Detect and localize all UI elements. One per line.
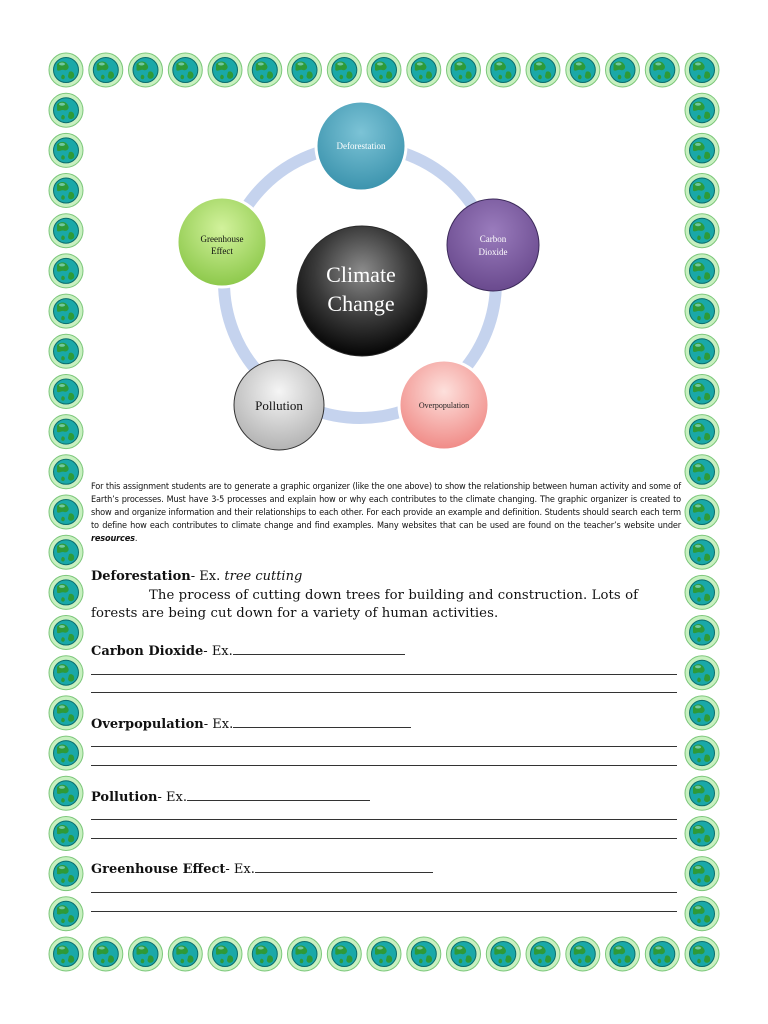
globe-icon	[685, 656, 719, 690]
globe-icon	[49, 696, 83, 730]
globe-icon	[447, 937, 481, 971]
answer-line[interactable]	[91, 911, 677, 912]
assignment-instructions: For this assignment students are to generate a graphic organizer (like the one above) to show the relationship between human activity and some of Earth’s processes. Must have 3-5 processes and explain how or why each contributes to the climate changing. The graphic organizer is created to show and organize information and their relationships to each other. For each provide an example and definition. Students should search each term to define how each contributes to climate change and find examples. Many websites that can be used are found on the teacher’s website under resources.	[91, 482, 681, 544]
globe-icon	[685, 857, 719, 891]
entry-overpopulation: Overpopulation- Ex.	[91, 715, 411, 732]
answer-line[interactable]	[91, 765, 677, 766]
globe-icon	[49, 575, 83, 609]
node-pollution	[234, 360, 324, 450]
entry-deforestation: Deforestation- Ex. tree cutting	[91, 569, 303, 584]
node-deforestation	[316, 101, 406, 191]
globe-icon	[49, 776, 83, 810]
example-blank-overpopulation[interactable]	[233, 715, 411, 728]
globe-icon	[49, 897, 83, 931]
globe-icon	[327, 937, 361, 971]
globe-icon	[49, 736, 83, 770]
entry-carbon-dioxide: Carbon Dioxide- Ex.	[91, 642, 405, 659]
globe-icon	[685, 495, 719, 529]
node-carbon-label-line2: Dioxide	[478, 247, 508, 257]
entry-greenhouse-effect: Greenhouse Effect- Ex.	[91, 860, 433, 877]
node-greenhouse-label-line1: Greenhouse	[200, 234, 244, 244]
center-label-line1: Climate	[326, 262, 396, 287]
example-blank-carbon-dioxide[interactable]	[233, 642, 405, 655]
example-deforestation: tree cutting	[224, 569, 303, 584]
term-overpopulation: Overpopulation	[91, 717, 204, 732]
globe-icon	[606, 937, 640, 971]
globe-icon	[407, 937, 441, 971]
node-deforestation-label: Deforestation	[336, 141, 386, 151]
globe-icon	[685, 535, 719, 569]
globe-icon	[685, 696, 719, 730]
globe-icon	[645, 937, 679, 971]
answer-line[interactable]	[91, 674, 677, 675]
globe-icon	[685, 736, 719, 770]
answer-line[interactable]	[91, 692, 677, 693]
answer-line[interactable]	[91, 892, 677, 893]
globe-icon	[685, 776, 719, 810]
globe-icon	[367, 937, 401, 971]
globe-icon	[685, 897, 719, 931]
globe-icon	[248, 937, 282, 971]
graphic-organizer	[0, 0, 768, 470]
globe-icon	[288, 937, 322, 971]
node-greenhouse-effect	[177, 197, 267, 287]
globe-icon	[89, 937, 123, 971]
node-carbon-label-line1: Carbon	[479, 234, 507, 244]
globe-icon	[168, 937, 202, 971]
node-greenhouse-label-line2: Effect	[211, 246, 233, 256]
globe-icon	[685, 817, 719, 851]
center-node-climate-change	[297, 226, 427, 356]
node-pollution-label: Pollution	[255, 398, 303, 413]
node-carbon-dioxide	[447, 199, 539, 291]
term-carbon-dioxide: Carbon Dioxide	[91, 644, 204, 659]
definition-deforestation: The process of cutting down trees for building and construction. Lots of forests are being cut down for a variety of human activities.	[91, 588, 639, 621]
example-blank-pollution[interactable]	[187, 788, 370, 801]
globe-icon	[685, 575, 719, 609]
globe-icon	[49, 817, 83, 851]
answer-line[interactable]	[91, 746, 677, 747]
globe-icon	[566, 937, 600, 971]
entry-pollution: Pollution- Ex.	[91, 788, 370, 805]
term-pollution: Pollution	[91, 790, 158, 805]
globe-icon	[486, 937, 520, 971]
globe-icon	[129, 937, 163, 971]
globe-icon	[49, 857, 83, 891]
center-label-line2: Change	[327, 291, 395, 316]
globe-icon	[685, 937, 719, 971]
globe-icon	[49, 495, 83, 529]
answer-line[interactable]	[91, 819, 677, 820]
term-greenhouse-effect: Greenhouse Effect	[91, 862, 226, 877]
example-blank-greenhouse-effect[interactable]	[255, 860, 433, 873]
globe-icon	[526, 937, 560, 971]
instructions-text: For this assignment students are to generate a graphic organizer (like the one above) to show the relationship between human activity and some of Earth’s processes. Must have 3-5 processes and explain how or why each contributes to the climate changing. The graphic organizer is created to show and organize information and their relationships to each other. For each provide an example and definition. Students should search each term to define how each contributes to climate change and find examples. Many websites that can be used are found on the teacher’s website under	[91, 482, 681, 531]
term-deforestation: Deforestation	[91, 569, 191, 584]
globe-icon	[208, 937, 242, 971]
globe-icon	[49, 616, 83, 650]
globe-icon	[49, 656, 83, 690]
answer-line[interactable]	[91, 838, 677, 839]
globe-icon	[685, 616, 719, 650]
resources-emphasis: resources	[91, 534, 135, 544]
globe-icon	[49, 535, 83, 569]
node-overpopulation-label: Overpopulation	[418, 401, 470, 410]
globe-icon	[49, 937, 83, 971]
node-overpopulation	[399, 360, 489, 450]
